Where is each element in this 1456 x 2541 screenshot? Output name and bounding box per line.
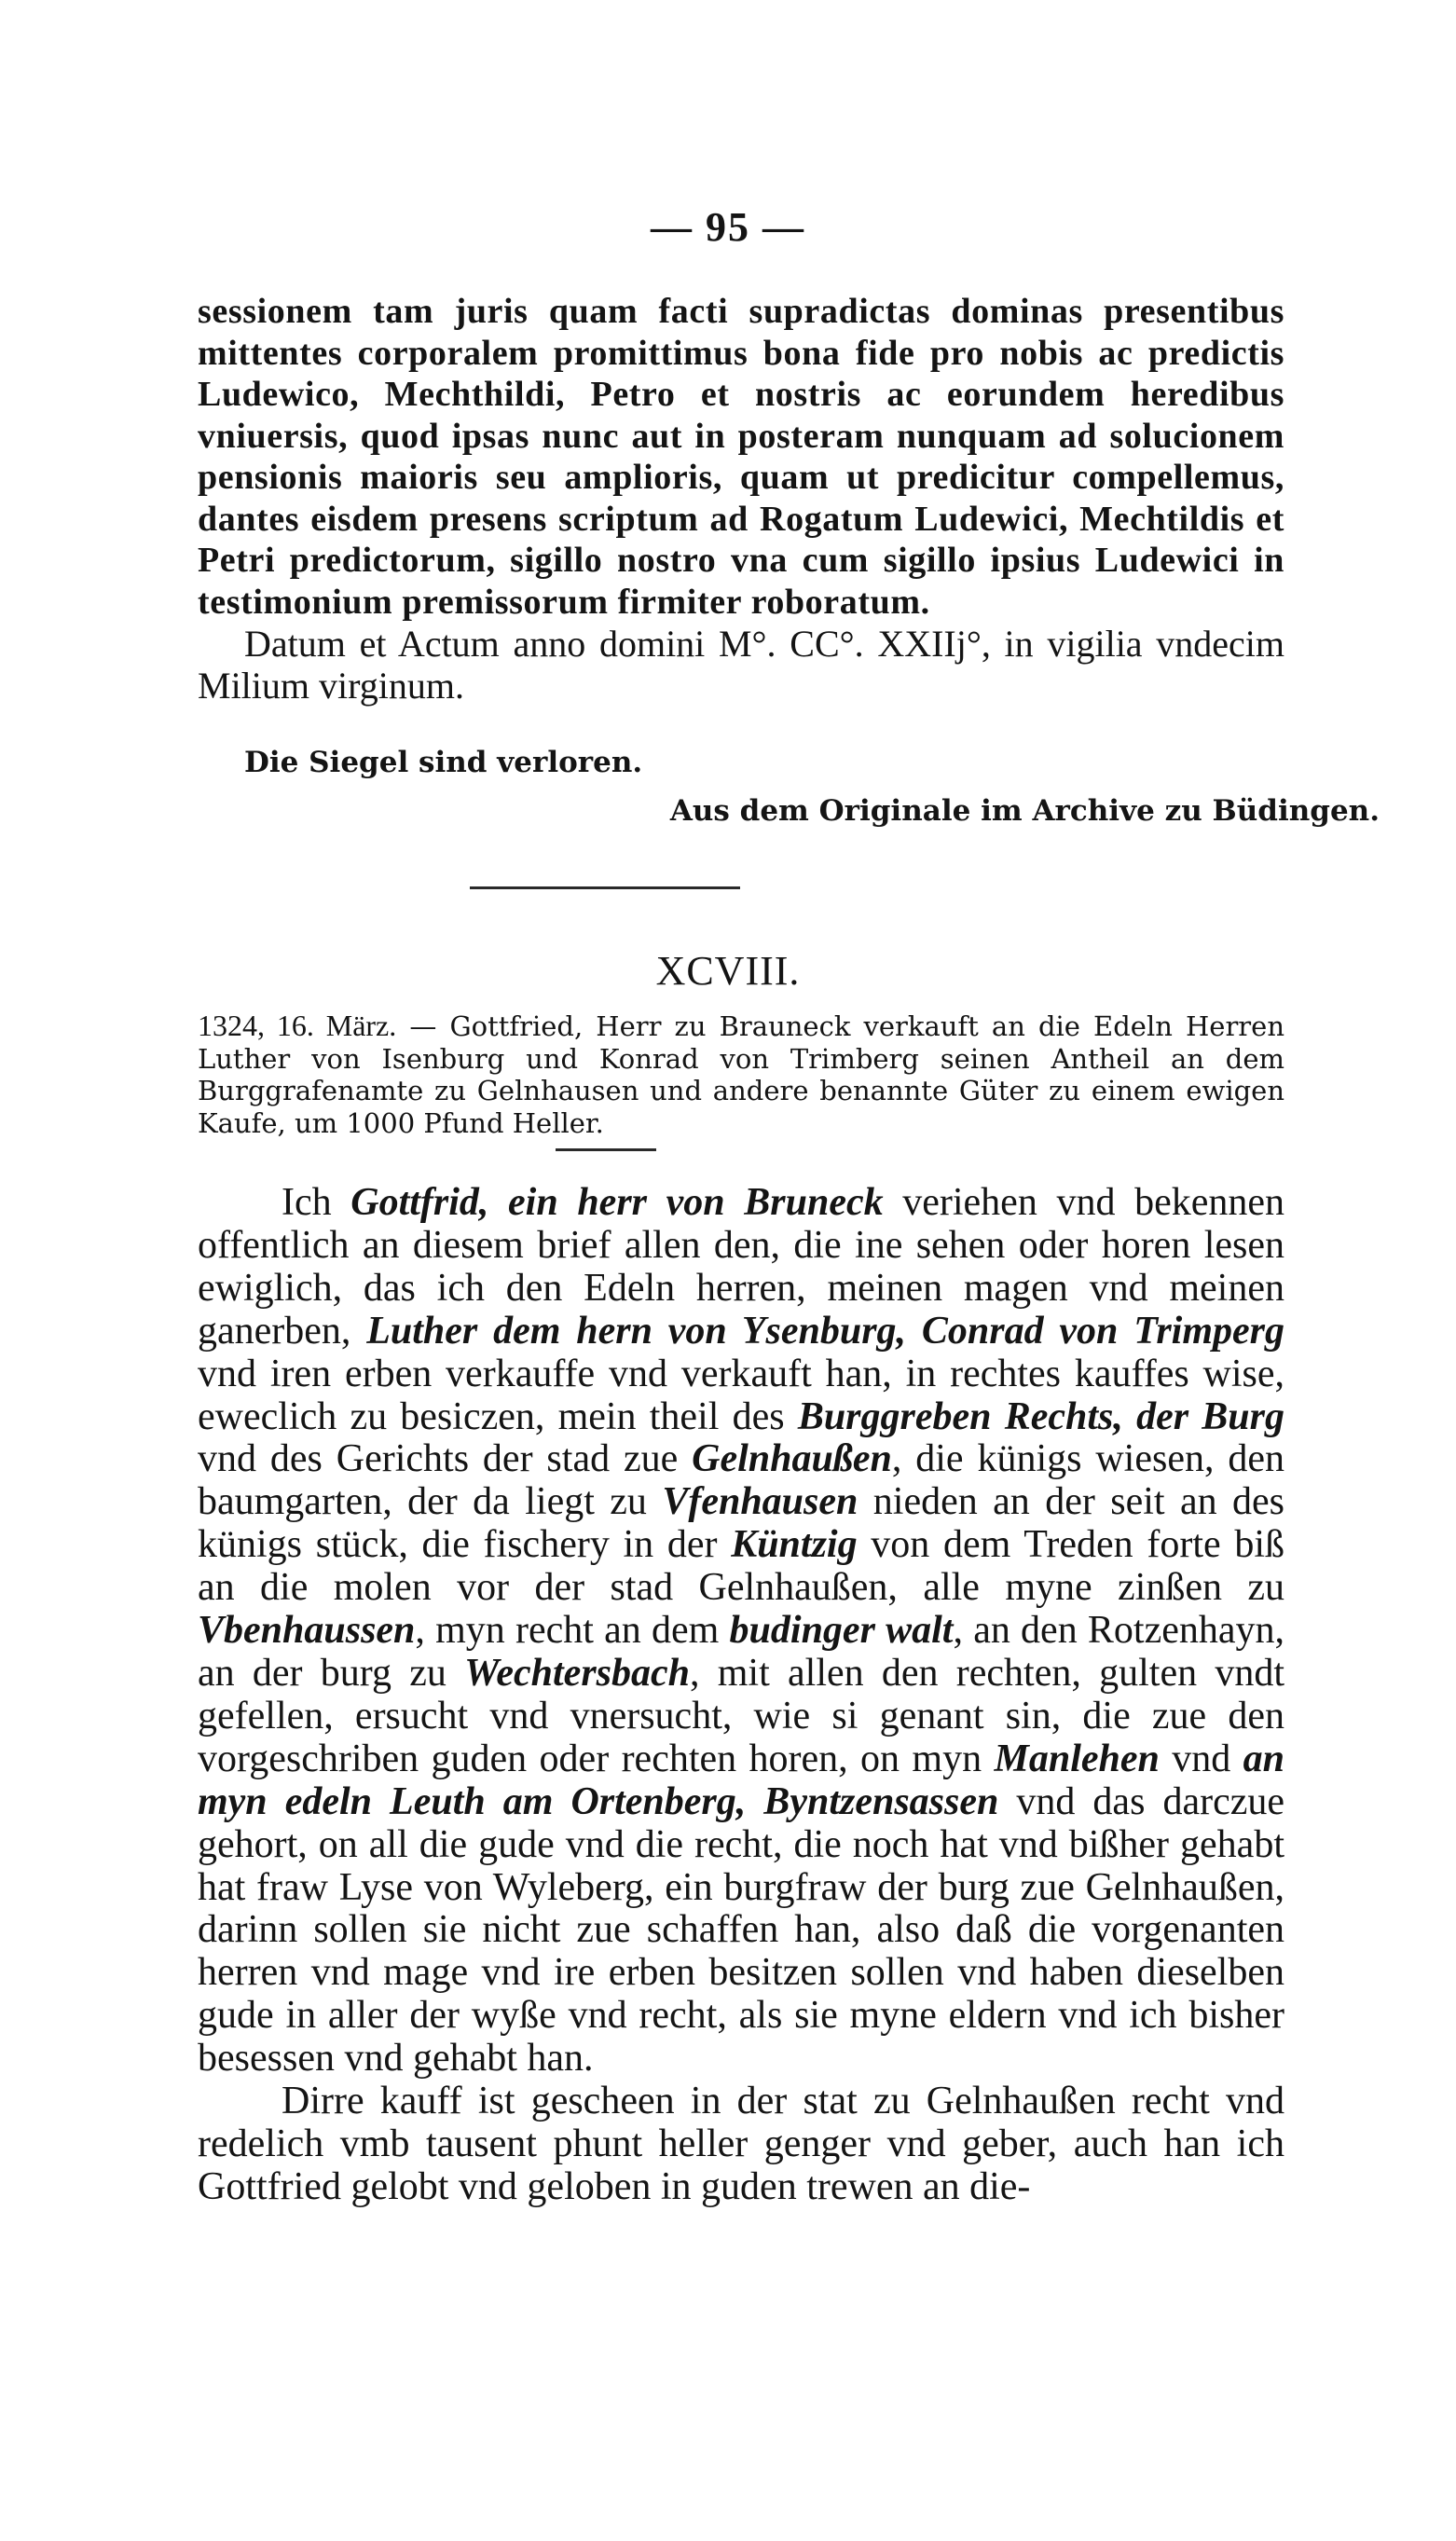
german-proper-name: Vbenhaussen	[198, 1609, 416, 1653]
german-text-run: Ich	[282, 1181, 351, 1224]
german-text-run: von dem Treden forte biß an die molen vor der stad Gelnhaußen, alle myne zinßen zu	[198, 1523, 1285, 1610]
document-date: 1324, 16. März.	[198, 1009, 397, 1042]
german-paragraph-1	[198, 1182, 1284, 2081]
german-text-run: , mit allen den rechten, gulten vndt gefellen, ersucht vnd vnersucht, wie si genant sin, die zue den vorgeschriben guden oder rechten horen, on myn	[198, 1651, 1285, 1780]
german-text-run: , myn recht an dem	[415, 1609, 730, 1653]
seal-note: Die Siegel sind verloren.	[244, 746, 643, 779]
german-charter-text	[198, 1182, 1284, 2209]
source-note: Aus dem Originale im Archive zu Büdingen.	[669, 794, 1380, 828]
latin-paragraph: sessionem tam juris quam facti supradictas dominas presentibus mittentes corporalem promittimus bona fide pro nobis ac predictis Ludewico, Mechthildi, Petro et nostris ac eorundem heredibus vniuersis, quod ipsas nunc aut in posteram nunquam ad solucionem pensionis maioris seu amplioris, quam ut predicitur compellemus, dantes eisdem presens scriptum ad Rogatum Ludewici, Mechtildis et Petri predictorum, sigillo nostro vna cum sigillo ipsius Ludewici in testimonium premissorum firmiter roboratum.	[198, 292, 1284, 622]
latin-charter-text	[198, 291, 1284, 707]
german-paragraph-2: Dirre kauff ist gescheen in der stat zu Gelnhaußen recht vnd redelich vmb tausent phunt heller genger vnd geber, auch han ich Gottfried gelobt vnd geloben in guden trewen an die-	[198, 2080, 1284, 2208]
german-proper-name: an myn edeln Leuth am Ortenberg, Byntzensassen	[198, 1737, 1285, 1823]
german-proper-name: Vfenhausen	[662, 1480, 858, 1524]
german-text-run: nieden an der seit an des künigs stück, die fischery in der	[198, 1480, 1284, 1567]
german-text-run: vnd das darczue gehort, on all die gude vnd die recht, die noch hat vnd bißher gehabt hat fraw Lyse von Wyleberg, ein burgfraw der burg zue Gelnhaußen, darinn sollen sie nicht zue schaffen han, also daß die vorgenanten herren vnd mage vnd ire erben besitzen sollen vnd haben dieselben gude in aller der wyße vnd recht, als sie myne eldern vnd ich bisher besessen vnd gehabt han.	[198, 1779, 1284, 2081]
german-text-run: , an den Rotzenhayn, an der burg zu	[198, 1609, 1285, 1695]
latin-dating-clause: Datum et Actum anno domini M°. CC°. XXIIj°, in vigilia vndecim Milium virginum.	[198, 623, 1284, 707]
german-text-run: veriehen vnd bekennen offentlich an diesem brief allen den, die ine sehen oder horen lesen ewiglich, das ich den Edeln herren, meinen magen vnd meinen ganerben,	[198, 1181, 1284, 1353]
german-proper-name: Wechtersbach	[464, 1651, 691, 1695]
section-divider	[470, 886, 740, 889]
german-text-run: vnd iren erben verkauffe vnd verkauft han, in rechtes kauffes wise, eweclich zu besiczen, mein theil des	[198, 1352, 1284, 1438]
german-proper-name: Gottfrid, ein herr von Bruneck	[350, 1181, 884, 1224]
document-summary	[198, 1010, 1284, 1139]
german-text-run: vnd des Gerichts der stad zue	[198, 1437, 693, 1481]
german-text-run: vnd	[1159, 1737, 1243, 1780]
german-proper-name: Burggreben Rechts, der Burg	[797, 1394, 1285, 1438]
german-proper-name: Luther dem hern von Ysenburg, Conrad von Trimperg	[366, 1309, 1285, 1353]
summary-divider	[556, 1148, 656, 1151]
german-text-run: , die künigs wiesen, den baumgarten, der da liegt zu	[198, 1437, 1285, 1524]
page-number: — 95 —	[651, 204, 805, 250]
german-proper-name: Manlehen	[994, 1737, 1160, 1780]
german-proper-name: Gelnhaußen	[692, 1437, 892, 1481]
german-proper-name: Küntzig	[731, 1523, 858, 1567]
document-regest: — Gottfried, Herr zu Brauneck verkauft an die Edeln Herren Luther von Isenburg und Konrad von Trimberg seinen Antheil an dem Burggrafenamte zu Gelnhausen und andere benannte Güter zu einem ewigen Kaufe, um 1000 Pfund Heller.	[198, 1010, 1285, 1139]
document-number: XCVIII.	[655, 948, 801, 994]
german-proper-name: budinger walt	[729, 1609, 954, 1653]
